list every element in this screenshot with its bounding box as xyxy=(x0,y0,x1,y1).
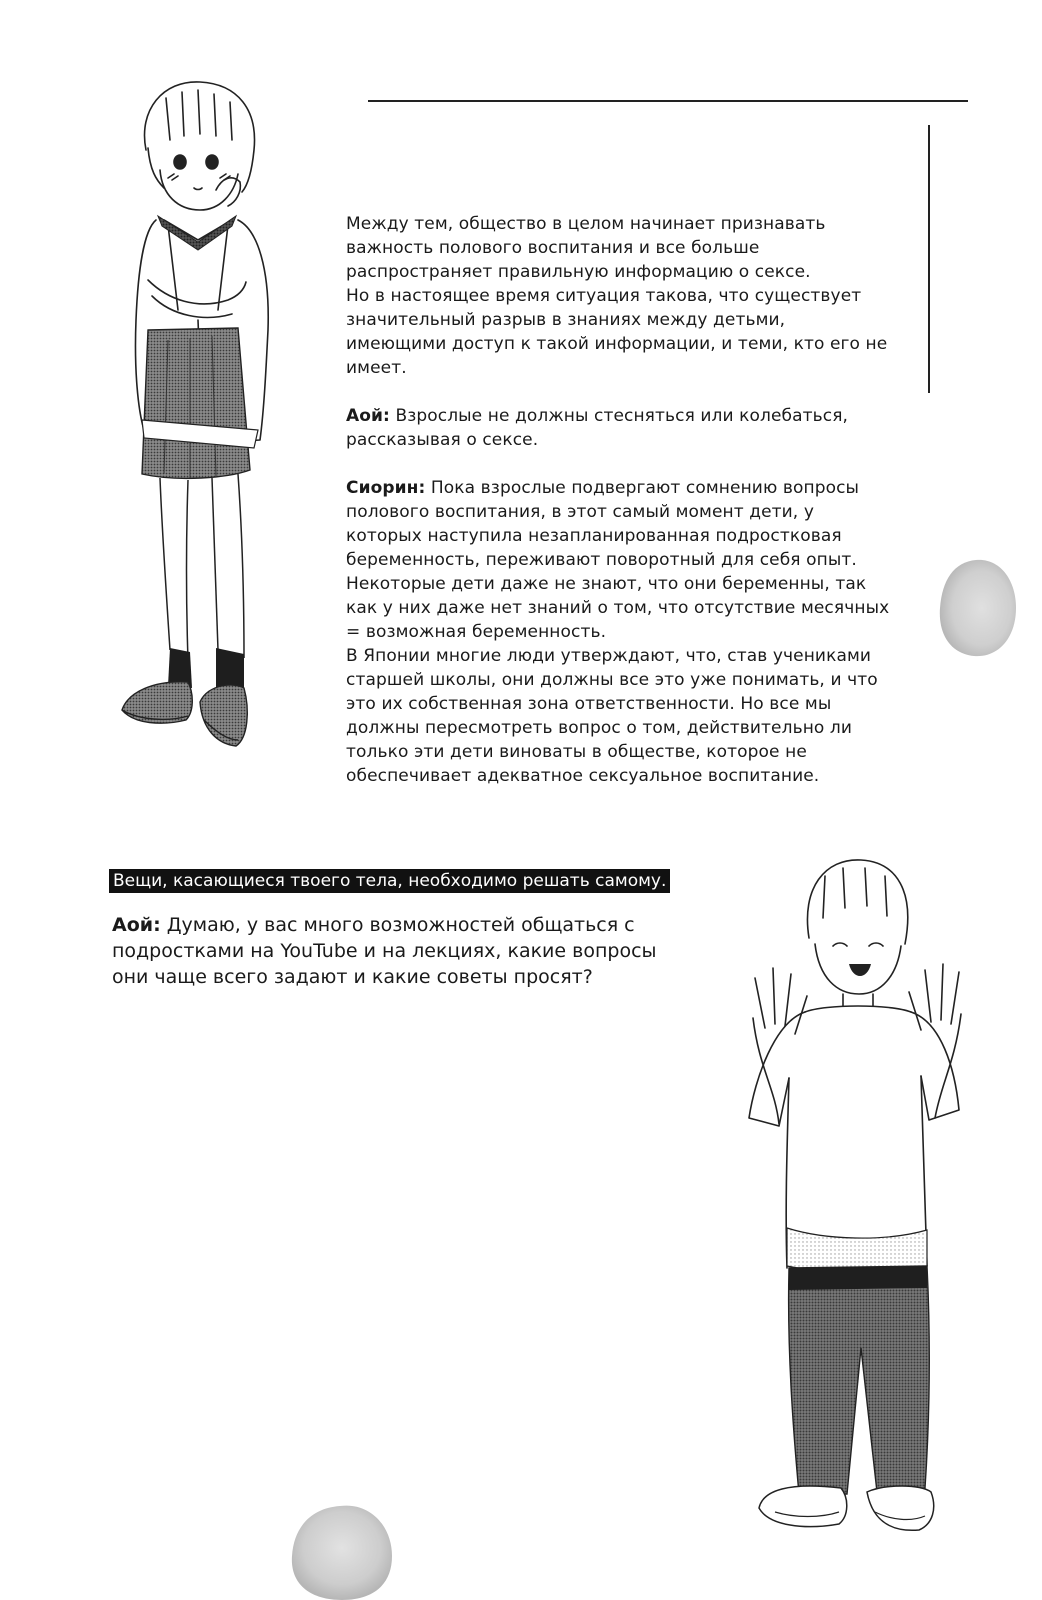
aoi-statement: Взрослые не должны стесняться или колебаться, рассказывая о сексе. xyxy=(346,406,849,450)
shiorin-statement: Пока взрослые подвергают сомнению вопросы полового воспитания, в этот самый момент дети, у которых наступила незапланированная подростковая беременность, переживают поворотный для себя опыт. Некоторые дети даже не знают, что они беременны, так как у них даже нет знаний о том, что отсутствие месячных = возможная беременность. xyxy=(346,478,890,642)
boy-illustration xyxy=(745,848,970,1540)
watercolor-blot xyxy=(936,556,1016,660)
shiorin-statement-continued: В Японии многие люди утверждают, что, став учениками старшей школы, они должны все это уже понимать, и что это их собственная зона ответственности. Но все мы должны пересмотреть вопрос о том, действительно ли только эти дети виноваты в обществе, которое не обеспечивает адекватное сексуальное воспитание. xyxy=(346,646,878,786)
top-divider xyxy=(368,100,968,102)
girl-illustration xyxy=(108,70,276,770)
intro-paragraph xyxy=(346,212,891,380)
speaker-aoi-question: Аой: xyxy=(112,914,161,936)
shiorin-paragraph xyxy=(346,476,891,788)
intro-sentence-1: Между тем, общество в целом начинает признавать важность полового воспитания и все больше распространяет правильную информацию о сексе. xyxy=(346,214,826,282)
speaker-aoi: Аой: xyxy=(346,406,390,426)
speaker-shiorin: Сиорин: xyxy=(346,478,426,498)
watercolor-blot-bottom xyxy=(288,1500,396,1600)
aoi-question-text: Думаю, у вас много возможностей общаться с подростками на YouTube и на лекциях, какие вопросы они чаще всего задают и какие советы просят? xyxy=(112,914,657,988)
aoi-paragraph xyxy=(346,404,891,452)
intro-sentence-2: Но в настоящее время ситуация такова, что существует значительный разрыв в знаниях между детьми, имеющими доступ к такой информации, и теми, кто его не имеет. xyxy=(346,286,888,378)
aoi-question xyxy=(112,912,692,990)
article-text xyxy=(346,212,891,788)
section-heading: Вещи, касающиеся твоего тела, необходимо решать самому. xyxy=(109,869,670,893)
side-divider xyxy=(928,125,930,393)
